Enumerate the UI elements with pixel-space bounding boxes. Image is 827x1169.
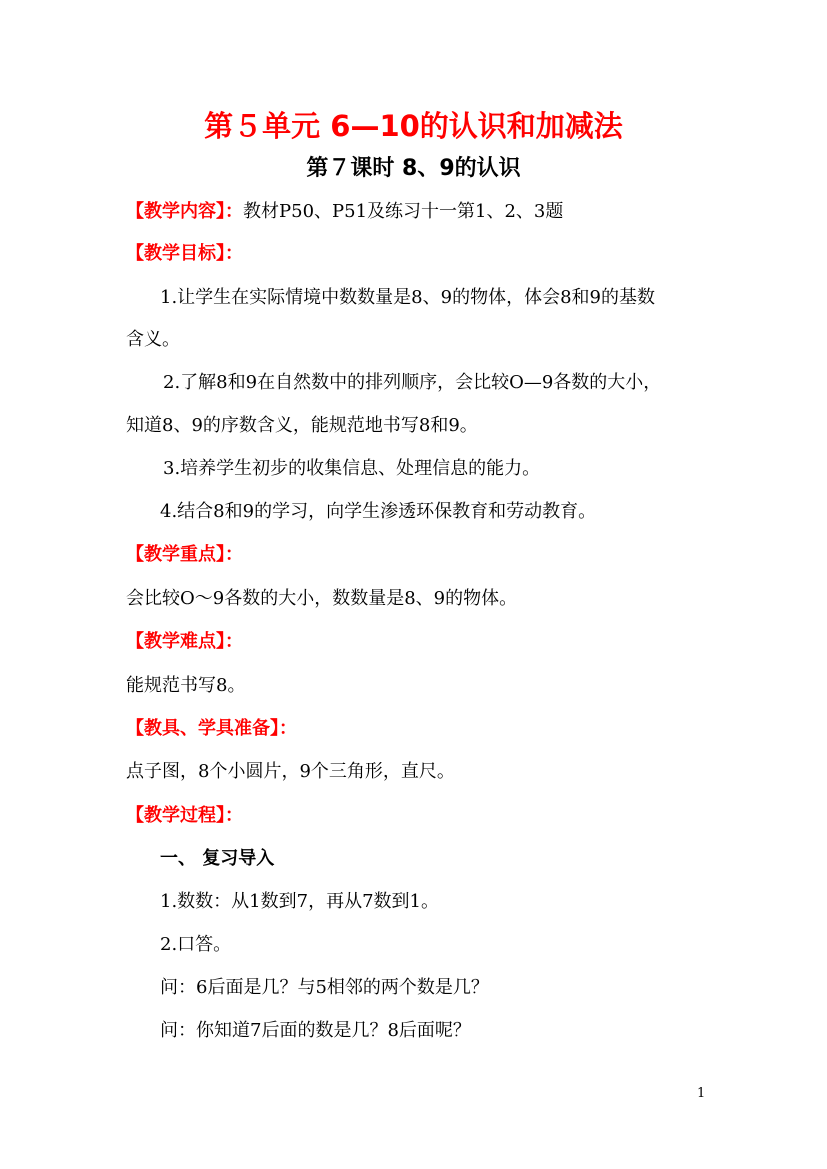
content-row — [126, 200, 563, 224]
goal-3: 3.培养学生初步的收集信息、处理信息的能力。 — [163, 458, 541, 479]
goal-4: 4.结合8和9的学习，向学生渗透环保教育和劳动教育。 — [160, 501, 597, 522]
step-1-question-1: 问：6后面是几？与5相邻的两个数是几？ — [160, 977, 489, 998]
goals-heading: 【教学目标】： — [126, 243, 243, 264]
difficulty-text: 能规范书写8。 — [126, 675, 246, 696]
goal-2-line-1: 2.了解8和9在自然数中的排列顺序，会比较O—9各数的大小， — [163, 372, 662, 393]
tools-heading: 【教具、学具准备】： — [126, 718, 297, 739]
page-number: 1 — [697, 1086, 706, 1101]
process-heading: 【教学过程】： — [126, 805, 243, 826]
difficulty-heading: 【教学难点】： — [126, 631, 243, 652]
document-title: 第５单元 6—10的认识和加减法 — [204, 109, 623, 143]
goal-1-line-2: 含义。 — [126, 329, 180, 350]
tools-text: 点子图，8个小圆片，9个三角形，直尺。 — [126, 761, 455, 782]
key-heading: 【教学重点】： — [126, 544, 243, 565]
step-1-item-1: 1.数数：从1数到7，再从7数到1。 — [160, 891, 439, 912]
content-text: 教材P50、P51及练习十一第1、2、3题 — [243, 201, 564, 222]
goal-1-line-1: 1.让学生在实际情境中数数量是8、9的物体，体会8和9的基数 — [160, 287, 655, 308]
content-heading: 【教学内容】： — [126, 201, 243, 222]
lesson-subtitle: 第７课时 8、9的认识 — [306, 156, 521, 181]
step-1-item-2: 2.口答。 — [160, 934, 232, 955]
step-1-question-2: 问：你知道7后面的数是几？8后面呢？ — [160, 1020, 471, 1041]
step-1-heading: 一、 复习导入 — [160, 848, 275, 869]
goal-2-line-2: 知道8、9的序数含义，能规范地书写8和9。 — [126, 415, 478, 436]
key-text: 会比较O～9各数的大小，数数量是8、9的物体。 — [126, 588, 518, 609]
